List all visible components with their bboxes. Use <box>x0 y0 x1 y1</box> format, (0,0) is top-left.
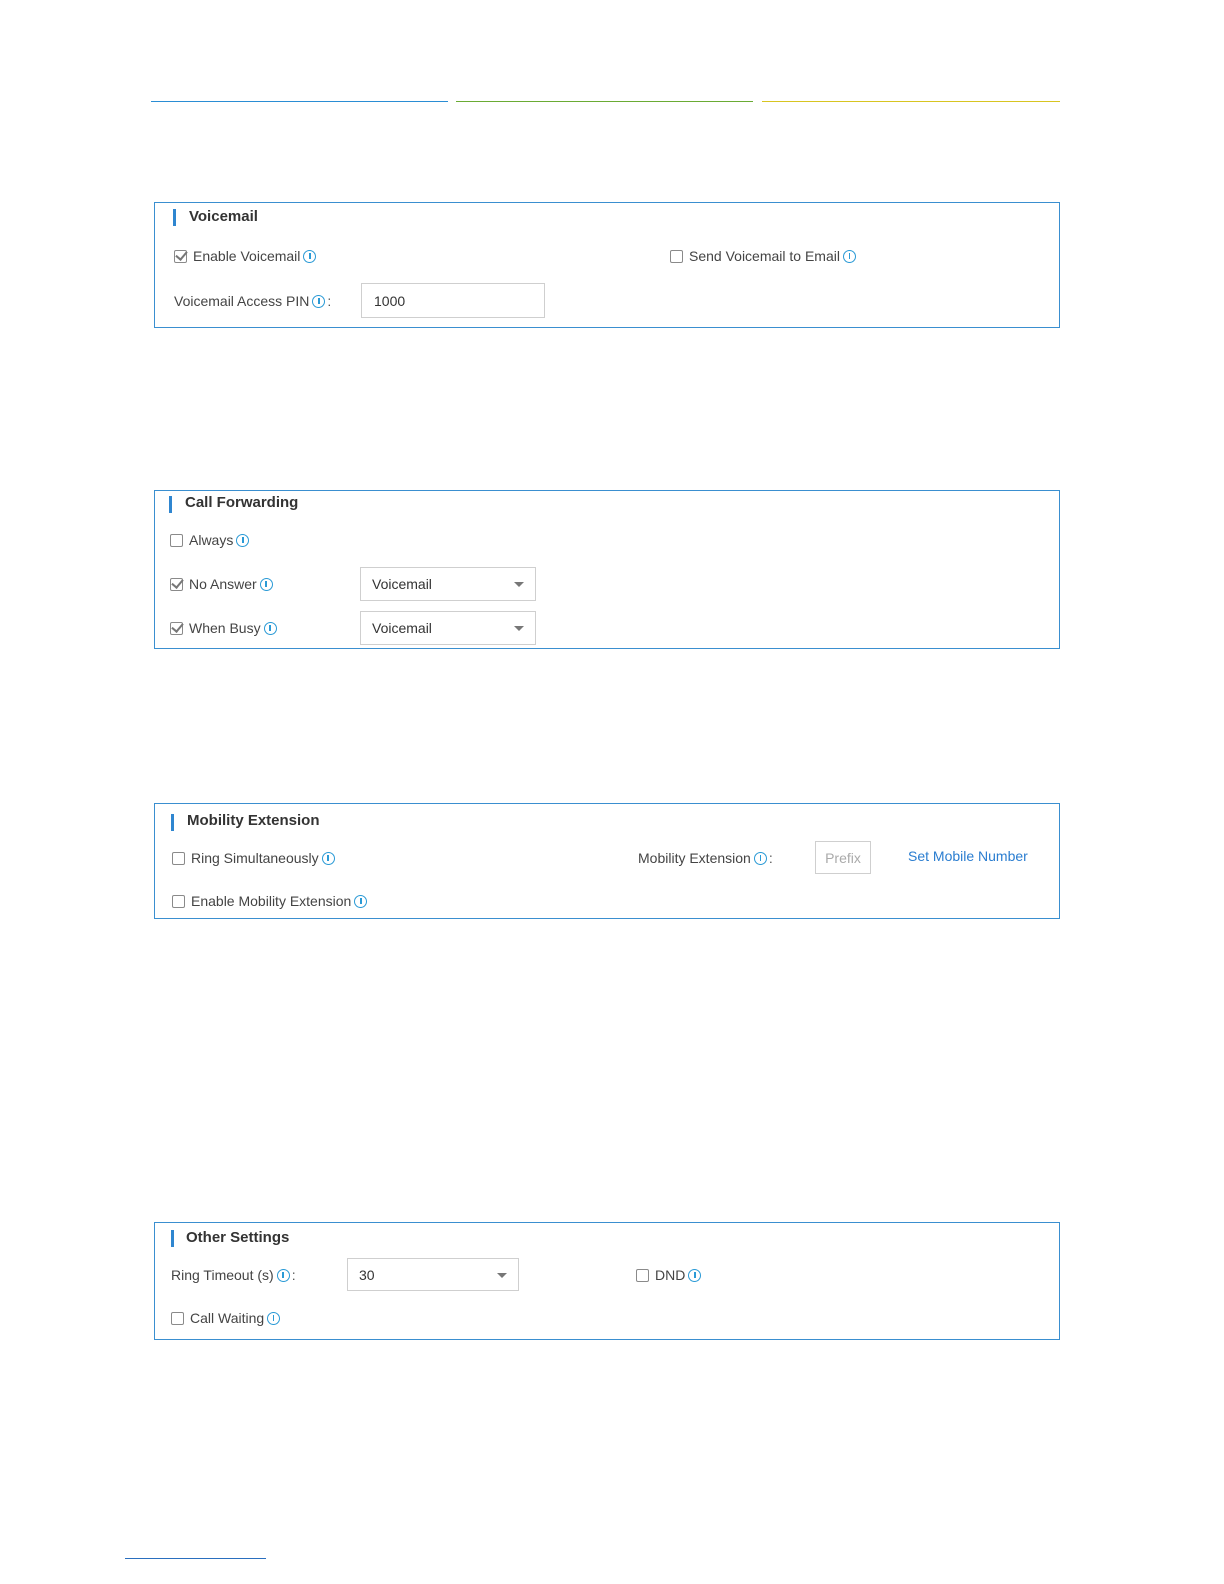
header-rule-yellow <box>762 101 1060 102</box>
dnd-label: DND <box>655 1267 686 1283</box>
section-title: Call Forwarding <box>185 494 299 511</box>
no-answer-option[interactable] <box>170 576 273 592</box>
dnd-option[interactable] <box>636 1267 701 1283</box>
label-colon: : <box>291 1267 296 1283</box>
info-icon[interactable] <box>688 1269 701 1282</box>
chevron-down-icon <box>514 582 524 587</box>
info-icon[interactable] <box>843 250 856 263</box>
ring-simultaneously-option[interactable] <box>172 850 335 866</box>
info-icon[interactable] <box>354 895 367 908</box>
chevron-down-icon <box>497 1273 507 1278</box>
section-title: Other Settings <box>186 1229 290 1246</box>
always-option[interactable] <box>170 532 249 548</box>
section-accent-bar <box>173 209 176 226</box>
ring-simultaneously-label: Ring Simultaneously <box>191 850 319 866</box>
when-busy-option[interactable] <box>170 620 277 636</box>
info-icon[interactable] <box>236 534 249 547</box>
mobility-extension-label-row <box>638 850 773 866</box>
info-icon[interactable] <box>754 852 767 865</box>
no-answer-label: No Answer <box>189 576 257 592</box>
always-label: Always <box>189 532 234 548</box>
when-busy-checkbox[interactable] <box>170 622 183 635</box>
no-answer-checkbox[interactable] <box>170 578 183 591</box>
info-icon[interactable] <box>322 852 335 865</box>
ring-timeout-select-value: 30 <box>359 1266 375 1283</box>
section-accent-bar <box>169 496 172 513</box>
chevron-down-icon <box>514 626 524 631</box>
label-colon: : <box>768 850 773 866</box>
enable-voicemail-label: Enable Voicemail <box>193 248 301 264</box>
enable-voicemail-checkbox[interactable] <box>174 250 187 263</box>
info-icon[interactable] <box>312 295 325 308</box>
voicemail-panel <box>154 202 1060 328</box>
call-forwarding-panel <box>154 490 1060 649</box>
other-settings-panel <box>154 1222 1060 1340</box>
no-answer-select-value: Voicemail <box>372 576 432 592</box>
info-icon[interactable] <box>267 1312 280 1325</box>
call-waiting-label: Call Waiting <box>190 1310 265 1326</box>
access-pin-input[interactable]: 1000 <box>361 283 545 318</box>
ring-timeout-label-row <box>171 1267 296 1283</box>
dnd-checkbox[interactable] <box>636 1269 649 1282</box>
enable-voicemail-option[interactable] <box>174 248 316 264</box>
mobility-extension-panel <box>154 803 1060 919</box>
section-accent-bar <box>171 1230 174 1247</box>
always-checkbox[interactable] <box>170 534 183 547</box>
send-voicemail-email-option[interactable] <box>670 248 856 264</box>
when-busy-select[interactable] <box>360 611 536 645</box>
when-busy-select-value: Voicemail <box>372 620 432 636</box>
footnote-rule <box>125 1558 266 1559</box>
info-icon[interactable] <box>260 578 273 591</box>
send-voicemail-email-checkbox[interactable] <box>670 250 683 263</box>
ring-timeout-select[interactable] <box>347 1258 519 1291</box>
enable-mobility-checkbox[interactable] <box>172 895 185 908</box>
header-rule-green <box>456 101 753 102</box>
when-busy-label: When Busy <box>189 620 261 636</box>
ring-timeout-label: Ring Timeout (s) <box>171 1267 274 1283</box>
access-pin-label-row <box>174 293 331 309</box>
no-answer-select[interactable] <box>360 567 536 601</box>
header-rule-blue <box>151 101 448 102</box>
enable-mobility-option[interactable] <box>172 893 367 909</box>
send-voicemail-email-label: Send Voicemail to Email <box>689 248 840 264</box>
enable-mobility-label: Enable Mobility Extension <box>191 893 352 909</box>
info-icon[interactable] <box>264 622 277 635</box>
mobility-extension-label: Mobility Extension <box>638 850 751 866</box>
section-title: Voicemail <box>189 208 258 225</box>
label-colon: : <box>327 293 332 309</box>
access-pin-label: Voicemail Access PIN <box>174 293 310 309</box>
mobility-prefix-input[interactable]: Prefix <box>815 841 871 874</box>
info-icon[interactable] <box>303 250 316 263</box>
call-waiting-option[interactable] <box>171 1310 280 1326</box>
call-waiting-checkbox[interactable] <box>171 1312 184 1325</box>
ring-simultaneously-checkbox[interactable] <box>172 852 185 865</box>
set-mobile-number-link[interactable]: Set Mobile Number <box>908 848 1028 864</box>
section-accent-bar <box>171 814 174 831</box>
section-title: Mobility Extension <box>187 812 320 829</box>
info-icon[interactable] <box>277 1269 290 1282</box>
